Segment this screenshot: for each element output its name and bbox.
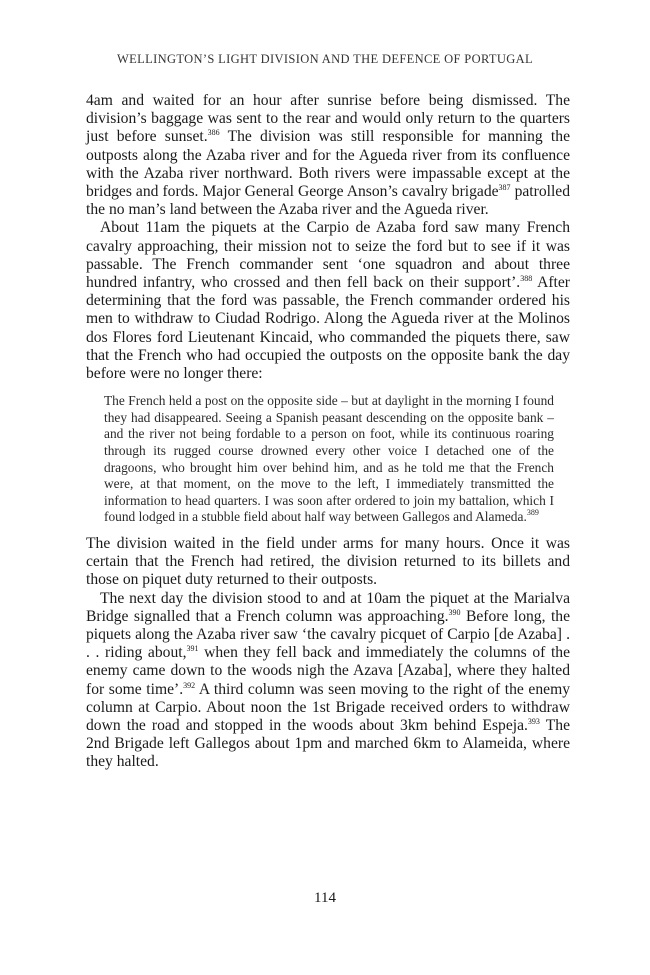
footnote-ref-387: 387: [498, 183, 511, 193]
quote-text: The French held a post on the opposite side – but at daylight in the morning I found they had disappeared. Seeing a Spanish peasant descending on the opposite bank – and the river not being fordable to a person on foot, while its continuous roaring through its rugged course drowned every other voice I detached one of the dragoons, who brought him over behind him, and as he told me that the French were, at that moment, on the move to the left, I immediately transmitted the information to head quarters. I was soon after ordered to join my battalion, which I found lodged in a stubble field about half way between Gallegos and Alameda.: [104, 393, 554, 525]
block-quote: [104, 393, 554, 526]
text-segment: A third column was seen moving to the right of the enemy column at Carpio. About noon the 1st Brigade received orders to withdraw down the road and stopped in the woods about 3km behind Espeja.: [86, 680, 570, 735]
text-segment: patrolled the no man’s land between the Azaba river and the Agueda river.: [86, 183, 570, 219]
body-text: [86, 92, 570, 772]
footnote-ref-389: 389: [526, 508, 539, 518]
footnote-ref-388: 388: [520, 274, 533, 284]
text-segment: The next day the division stood to and at 10am the piquet at the Marialva Bridge signalled that a French column was approaching.: [86, 589, 570, 625]
text-segment: After determining that the ford was passable, the French commander ordered his men to withdraw to Ciudad Rodrigo. Along the Agueda river at the Molinos dos Flores ford Lieutenant Kincaid, who commanded the piquets there, saw that the French who had occupied the outposts on the opposite bank the day before were no longer there:: [86, 274, 570, 383]
text-segment: when they fell back and immediately the columns of the enemy came down to the woods nigh the Azava [Azaba], where they halted for some time’.: [86, 644, 570, 698]
running-head: WELLINGTON’S LIGHT DIVISION AND THE DEFENCE OF PORTUGAL: [116, 52, 534, 66]
footnote-ref-392: 392: [183, 680, 196, 690]
paragraph-1: [86, 92, 570, 219]
page-number: 114: [314, 890, 336, 906]
footnote-ref-386: 386: [207, 128, 220, 138]
text-segment: 4am and waited for an hour after sunrise before being dismissed. The division’s baggage was sent to the rear and would only return to the quarters just before sunset.: [86, 92, 570, 146]
footnote-ref-391: 391: [186, 644, 199, 654]
text-segment: The division was still responsible for manning the outposts along the Azaba river and for the Agueda river from its confluence with the Azaba river northward. Both rivers were impassable except at the bridges and fords. Major General George Anson’s cavalry brigade: [86, 128, 570, 201]
text-segment: Before long, the piquets along the Azaba river saw ‘the cavalry picquet of Carpio [de Azaba] . . . riding about,: [86, 607, 570, 662]
text-segment: The 2nd Brigade left Gallegos about 1pm and marched 6km to Alameida, where they halted.: [86, 717, 570, 771]
paragraph-3: [86, 535, 570, 590]
text-segment: The division waited in the field under arms for many hours. Once it was certain that the French had retired, the division returned to its billets and those on piquet duty returned to their outposts.: [86, 535, 570, 589]
paragraph-4: [86, 590, 570, 772]
footnote-ref-390: 390: [448, 607, 461, 617]
text-segment: About 11am the piquets at the Carpio de Azaba ford saw many French cavalry approaching, their mission not to seize the ford but to see if it was passable. The French commander sent ‘one squadron and about three hundred infantry, who crossed and then fell back on their support’.: [86, 219, 570, 292]
quote-paragraph: [104, 393, 554, 526]
footnote-ref-393: 393: [527, 717, 540, 727]
paragraph-2: [86, 219, 570, 383]
